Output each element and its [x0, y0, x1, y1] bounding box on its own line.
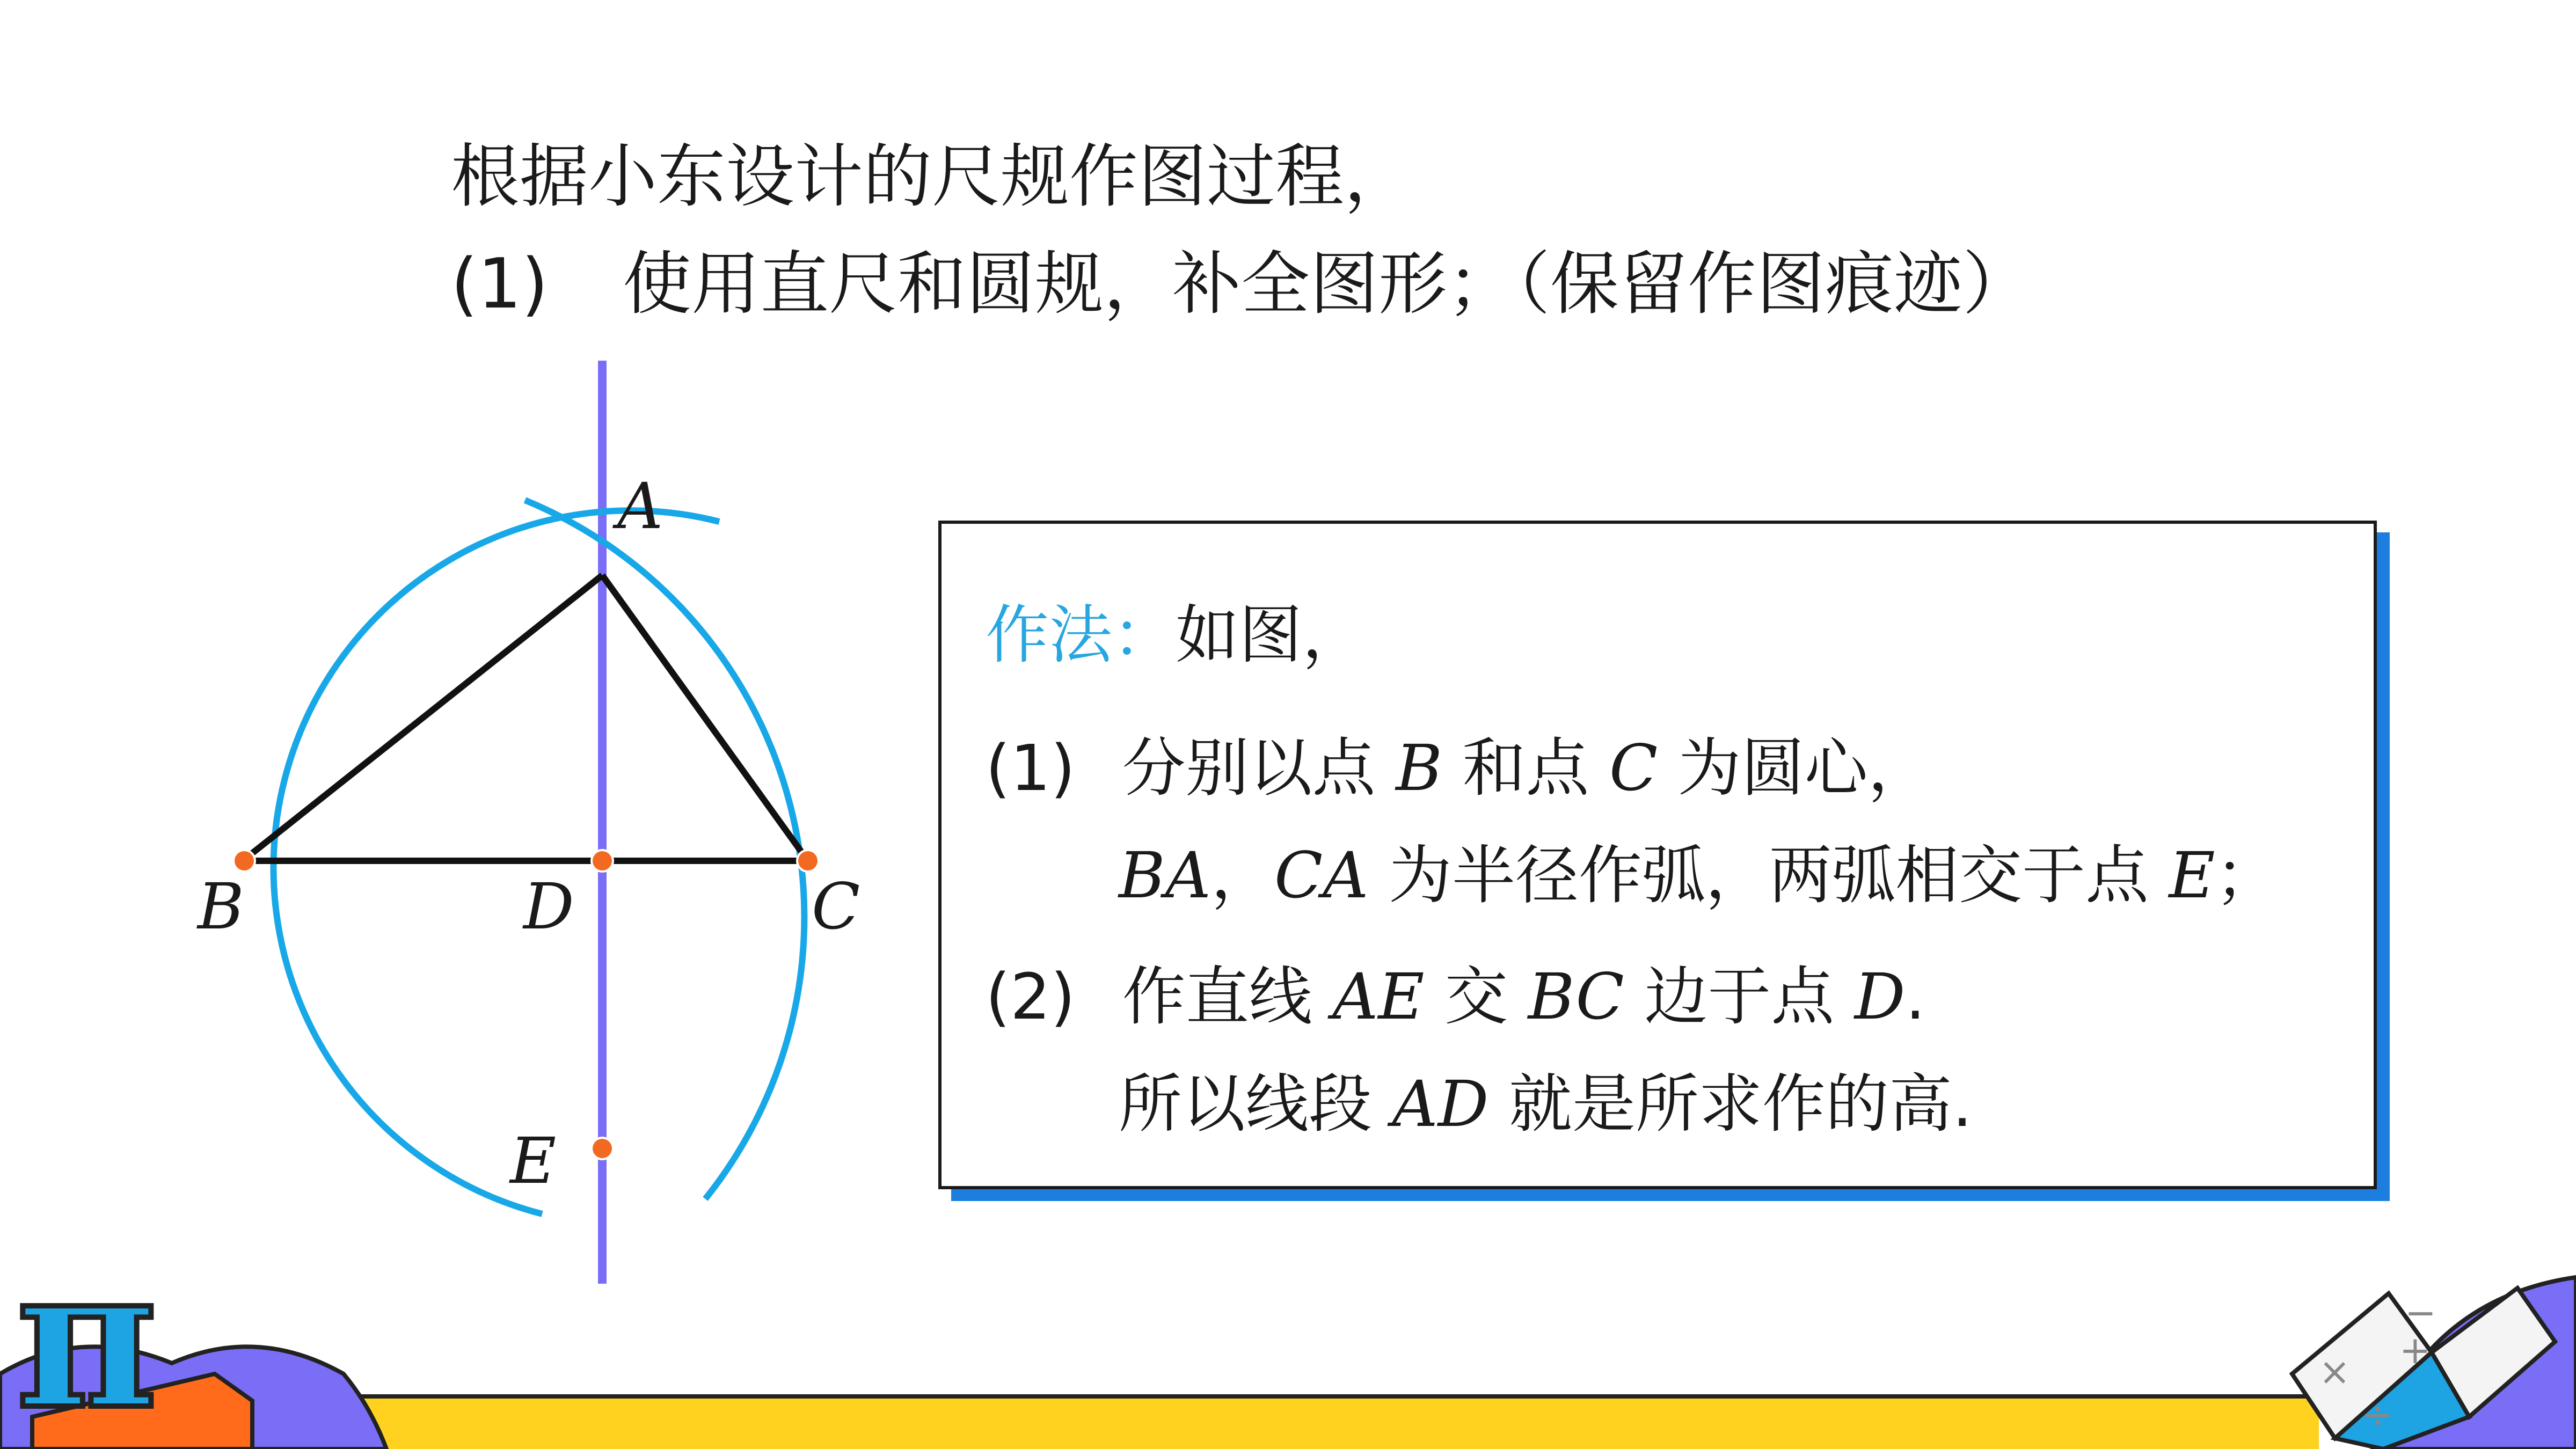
step-1-text-d: 为半径作弧，两弧相交于点 — [1388, 838, 2149, 912]
step-2-side-BC: BC — [1528, 960, 1624, 1034]
step-2-segment-AD: AD — [1392, 1067, 1489, 1141]
step-1-text-b: 和点 — [1462, 731, 1589, 805]
step-1-semicolon: ； — [2215, 838, 2279, 912]
step-2-point-D: D — [1854, 960, 1906, 1034]
step-1-text-a: 分别以点 — [1122, 731, 1376, 805]
step-2-text-c: 边于点 — [1644, 960, 1835, 1034]
step-2-period: . — [1905, 960, 1925, 1034]
method-heading-rest: 如图， — [1176, 598, 1366, 672]
step-1-point-B: B — [1396, 731, 1442, 805]
book-times-symbol: × — [2319, 1350, 2351, 1394]
book-minus-symbol: − — [2405, 1291, 2436, 1335]
method-heading-label: 作法： — [986, 598, 1176, 672]
step-1-point-C: C — [1609, 731, 1658, 805]
pi-icon — [16, 1225, 158, 1449]
label-C: C — [812, 869, 860, 943]
step-2-number: (2) — [986, 960, 1076, 1034]
step-1-point-E: E — [2169, 838, 2215, 912]
pi-symbol: π — [16, 1225, 158, 1449]
step-1-comma: ， — [1210, 838, 1274, 912]
step-2-text-e: 就是所求作的高. — [1508, 1067, 1973, 1141]
book-divide-symbol: ÷ — [2362, 1393, 2393, 1437]
step-1-radius-BA: BA — [1119, 838, 1211, 912]
label-D: D — [523, 869, 574, 943]
label-B: B — [198, 869, 244, 943]
book-plus-symbol: + — [2399, 1328, 2431, 1372]
step-2-text-a: 作直线 — [1122, 960, 1312, 1034]
step-2-text-d: 所以线段 — [1119, 1067, 1373, 1141]
step-1-radius-CA: CA — [1274, 838, 1369, 912]
step-2-text-b: 交 — [1444, 960, 1508, 1034]
question-number: (1) — [451, 244, 549, 324]
step-2-line-AE: AE — [1332, 960, 1425, 1034]
step-1-text-c: 为圆心， — [1677, 731, 1931, 805]
label-A: A — [617, 469, 663, 543]
instruction-line-2-text: 使用直尺和圆规，补全图形；（保留作图痕迹） — [623, 244, 2032, 324]
label-E: E — [510, 1124, 557, 1198]
instruction-line-1-text: 根据小东设计的尺规作图过程， — [451, 137, 1413, 217]
step-1-number: (1) — [986, 731, 1076, 805]
